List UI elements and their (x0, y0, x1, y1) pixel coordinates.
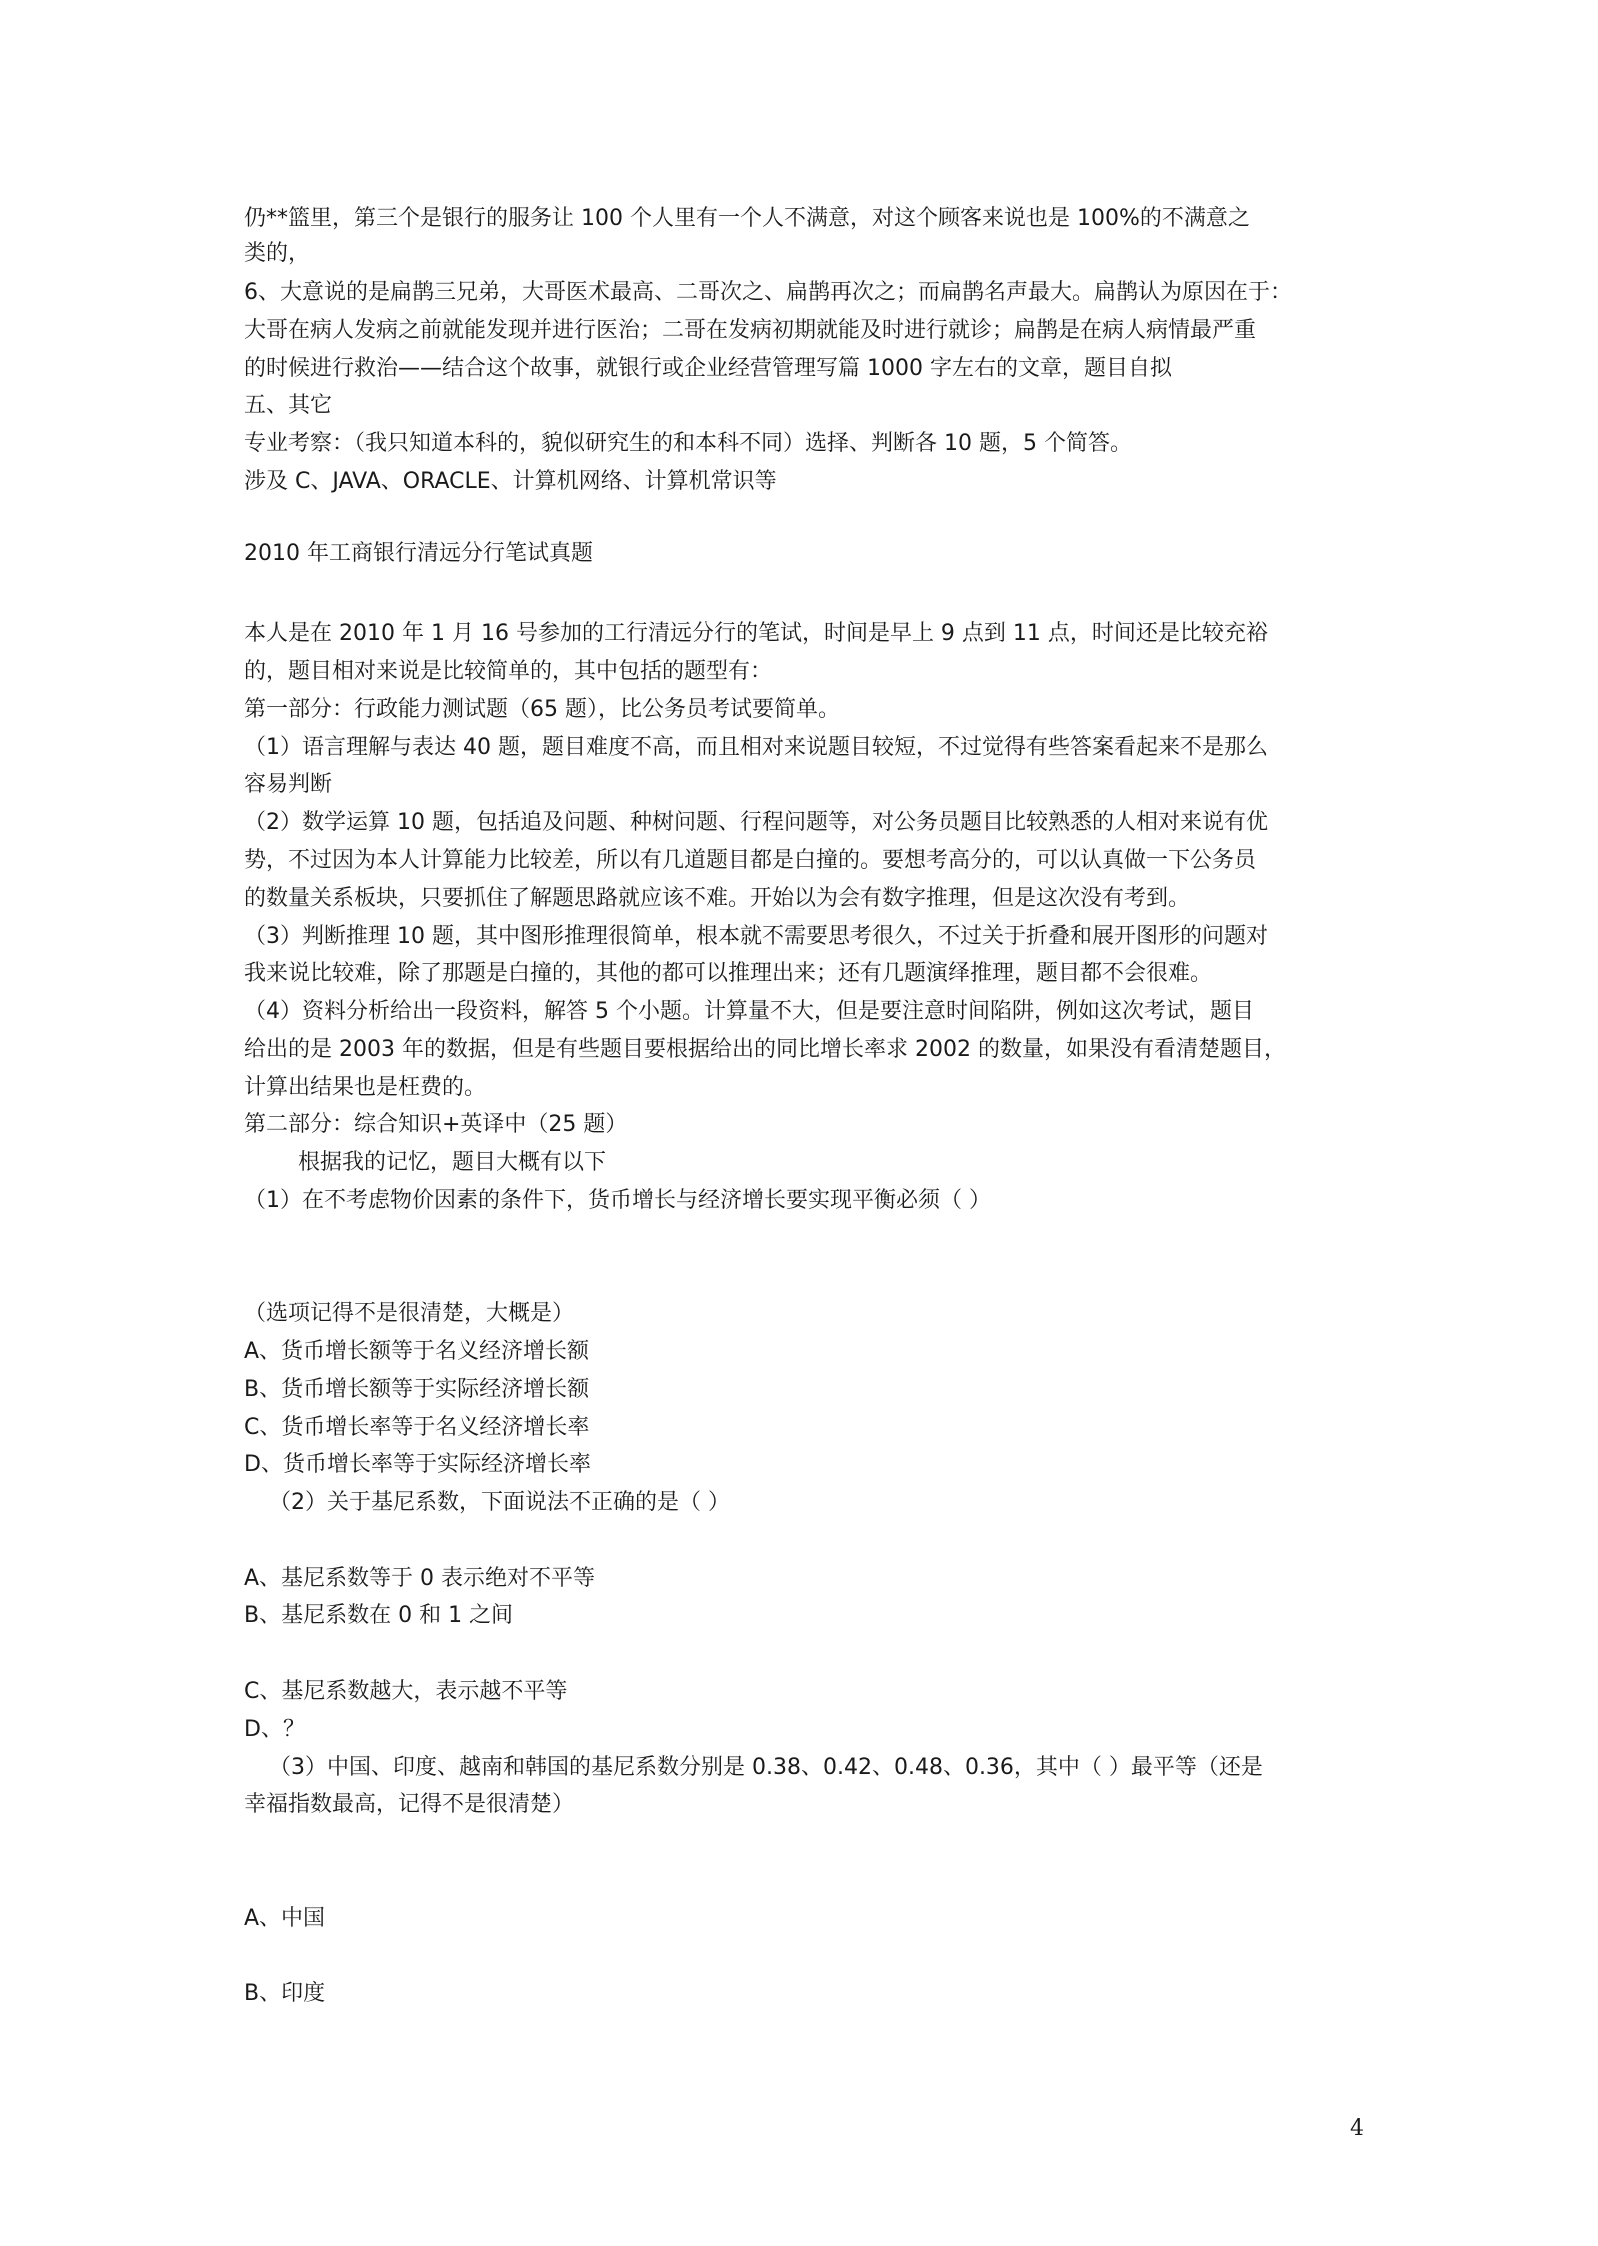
text-line: 专业考察：（我只知道本科的，貌似研究生的和本科不同）选择、判断各 10 题，5 个简答。 (244, 431, 1132, 456)
text-line: A、基尼系数等于 0 表示绝对不平等 (244, 1566, 596, 1591)
text-line: 大哥在病人发病之前就能发现并进行医治；二哥在发病初期就能及时进行就诊；扁鹊是在病人病情最严重 (244, 318, 1257, 343)
text-line: D、？ (244, 1717, 305, 1742)
text-line: （2）数学运算 10 题，包括追及问题、种树问题、行程问题等，对公务员题目比较熟悉的人相对来说有优 (244, 810, 1268, 835)
text-line: 容易判断 (244, 772, 333, 797)
text-line: 第一部分：行政能力测试题（65 题），比公务员考试要简单。 (244, 697, 840, 722)
text-line: B、印度 (244, 1981, 326, 2006)
text-line: B、货币增长额等于实际经济增长额 (244, 1377, 590, 1402)
text-line: 计算出结果也是枉费的。 (244, 1075, 487, 1100)
text-line: 的数量关系板块，只要抓住了解题思路就应该不难。开始以为会有数字推理，但是这次没有考到。 (244, 886, 1191, 911)
text-line: 五、其它 (244, 393, 333, 418)
text-line: （3）中国、印度、越南和韩国的基尼系数分别是 0.38、0.42、0.48、0.36，其中（ ）最平等（还是 (269, 1755, 1263, 1780)
text-line: （1）语言理解与表达 40 题，题目难度不高，而且相对来说题目较短，不过觉得有些答案看起来不是那么 (244, 735, 1268, 760)
text-line: 的时候进行救治——结合这个故事，就银行或企业经营管理写篇 1000 字左右的文章，题目自拟 (244, 356, 1172, 381)
text-line: A、货币增长额等于名义经济增长额 (244, 1339, 590, 1364)
text-line: 6、大意说的是扁鹊三兄弟，大哥医术最高、二哥次之、扁鹊再次之；而扁鹊名声最大。扁鹊认为原因在于： (244, 280, 1293, 305)
text-line: C、货币增长率等于名义经济增长率 (244, 1415, 590, 1440)
text-line: 本人是在 2010 年 1 月 16 号参加的工行清远分行的笔试，时间是早上 9 点到 11 点，时间还是比较充裕 (244, 621, 1268, 646)
text-line: 第二部分：综合知识+英译中（25 题） (244, 1112, 628, 1137)
text-line: 涉及 C、JAVA、ORACLE、计算机网络、计算机常识等 (244, 469, 777, 494)
text-line: （1）在不考虑物价因素的条件下，货币增长与经济增长要实现平衡必须（ ） (244, 1188, 991, 1213)
text-line: （2）关于基尼系数，下面说法不正确的是（ ） (269, 1490, 730, 1515)
text-line: 我来说比较难，除了那题是白撞的，其他的都可以推理出来；还有几题演绎推理，题目都不会很难。 (244, 961, 1213, 986)
text-line: B、基尼系数在 0 和 1 之间 (244, 1603, 514, 1628)
text-line: 的，题目相对来说是比较简单的，其中包括的题型有： (244, 659, 773, 684)
text-line: 给出的是 2003 年的数据，但是有些题目要根据给出的同比增长率求 2002 的数量，如果没有看清楚题目， (244, 1037, 1286, 1062)
section-title: 2010 年工商银行清远分行笔试真题 (244, 541, 593, 566)
text-line: 仍**篮里，第三个是银行的服务让 100 个人里有一个人不满意，对这个顾客来说也是 100%的不满意之 (244, 206, 1250, 231)
page-number: 4 (1350, 2116, 1364, 2141)
text-line: 势，不过因为本人计算能力比较差，所以有几道题目都是白撞的。要想考高分的，可以认真做一下公务员 (244, 848, 1257, 873)
text-line: （选项记得不是很清楚，大概是） (244, 1301, 575, 1326)
text-line: A、中国 (244, 1906, 326, 1931)
text-line: C、基尼系数越大，表示越不平等 (244, 1679, 568, 1704)
text-line: （4）资料分析给出一段资料，解答 5 个小题。计算量不大，但是要注意时间陷阱，例如这次考试，题目 (244, 999, 1254, 1024)
text-line: 类的， (244, 241, 311, 266)
text-line: 根据我的记忆，题目大概有以下 (298, 1150, 607, 1175)
text-line: 幸福指数最高，记得不是很清楚） (244, 1792, 575, 1817)
text-line: D、货币增长率等于实际经济增长率 (244, 1452, 591, 1477)
text-line: （3）判断推理 10 题，其中图形推理很简单，根本就不需要思考很久，不过关于折叠和展开图形的问题对 (244, 924, 1268, 949)
